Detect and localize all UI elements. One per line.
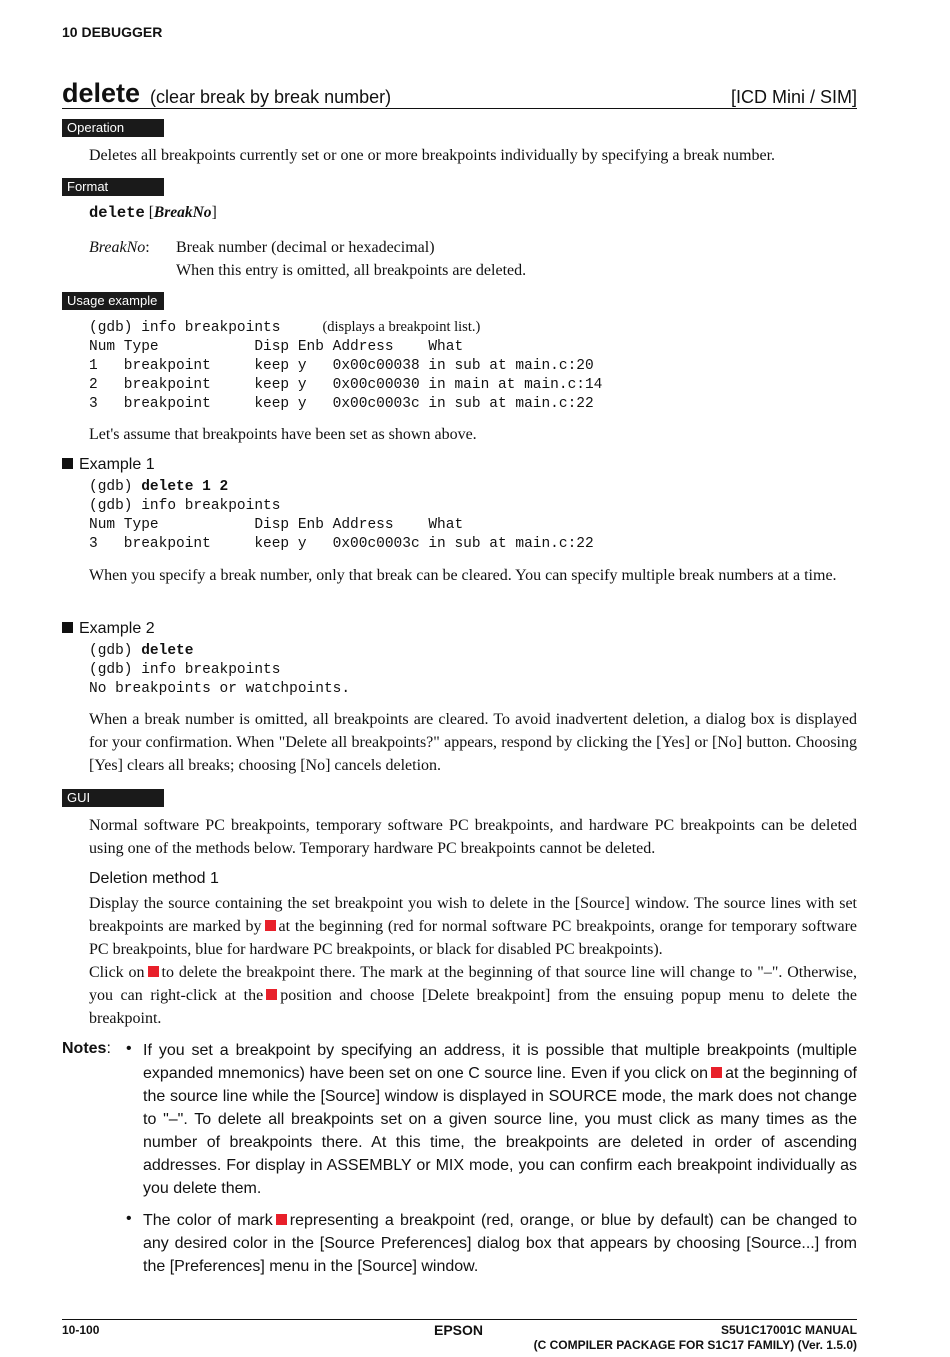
example-1-heading: Example 1 (62, 456, 155, 474)
operation-label: Operation (62, 119, 164, 137)
red-breakpoint-mark-icon (266, 989, 277, 1000)
operation-text: Deletes all breakpoints currently set or one or more breakpoints individually by specifying a break number. (89, 147, 776, 164)
red-breakpoint-mark-icon (265, 920, 276, 931)
code-line: 1 breakpoint keep y 0x00c00038 in sub at main.c:20 (89, 358, 594, 374)
usage-example-label: Usage example (62, 292, 164, 310)
format-syntax: delete [BreakNo] (89, 204, 217, 222)
command-description: (clear break by break number) (150, 87, 392, 107)
note-1-text: If you set a breakpoint by specifying an address, it is possible that multiple breakpoints (multiple expanded mnemonics) have been set on one C source line. Even if you click on at the beginning of the source line while the [Source] window is displayed in SOURCE mode, the mark does not change to "–". To delete all breakpoints set on a given source line, you must click as many times as the number of breakpoints there. At this time, the breakpoints are deleted in order of ascending addresses. For display in ASSEMBLY or MIX mode, you can confirm each breakpoint individually as you delete them. (143, 1042, 857, 1197)
square-bullet-icon (62, 458, 73, 469)
command-target: [ICD Mini / SIM] (730, 87, 857, 107)
note-bullet: • (126, 1210, 132, 1227)
code-line: 3 breakpoint keep y 0x00c0003c in sub at main.c:22 (89, 396, 594, 412)
notes-label: Notes: (62, 1040, 111, 1057)
note-bullet: • (126, 1040, 132, 1057)
code-line: 2 breakpoint keep y 0x00c00030 in main at main.c:14 (89, 377, 603, 393)
red-breakpoint-mark-icon (711, 1067, 722, 1078)
example-2-after-text: When a break number is omitted, all breakpoints are cleared. To avoid inadvertent deletion, a dialog box is displayed for your confirmation. When "Delete all breakpoints?" appears, respond by clicking the [Yes] or [No] button. Choosing [Yes] clears all breaks; choosing [No] cancels deletion. (89, 711, 857, 774)
red-breakpoint-mark-icon (276, 1214, 287, 1225)
format-syntax-param: BreakNo (153, 204, 212, 221)
code-line: (gdb) delete 1 2 (89, 479, 229, 495)
gui-label: GUI (62, 789, 164, 807)
example-2-heading: Example 2 (62, 620, 155, 638)
code-line: (gdb) info breakpoints (displays a breakpoint list.) (89, 319, 481, 336)
param-description: Break number (decimal or hexadecimal) When this entry is omitted, all breakpoints are deleted. (176, 239, 527, 279)
code-comment: (displays a breakpoint list.) (322, 319, 481, 335)
footer-manual-title: S5U1C17001C MANUAL (C COMPILER PACKAGE FOR S1C17 FAMILY) (Ver. 1.5.0) (533, 1323, 857, 1352)
code-line: Num Type Disp Enb Address What (89, 517, 464, 533)
command-title-row (62, 78, 857, 109)
code-line: Num Type Disp Enb Address What (89, 339, 464, 355)
command-name: delete (62, 78, 141, 108)
example-1-code-block (89, 478, 594, 554)
code-line: (gdb) delete (89, 643, 194, 659)
chapter-header: 10 DEBUGGER (62, 24, 163, 40)
format-label: Format (62, 178, 164, 196)
example-2-code-block (89, 642, 350, 699)
deletion-method-heading: Deletion method 1 (89, 870, 219, 887)
code-line: 3 breakpoint keep y 0x00c0003c in sub at main.c:22 (89, 536, 594, 552)
format-syntax-command: delete (89, 204, 145, 222)
footer-brand: EPSON (434, 1322, 484, 1338)
example-1-after-text: When you specify a break number, only that break can be cleared. You can specify multiple break numbers at a time. (89, 567, 837, 584)
red-breakpoint-mark-icon (148, 966, 159, 977)
param-name: BreakNo: (89, 239, 150, 256)
usage-code-block (89, 318, 602, 414)
deletion-method-text: Display the source containing the set breakpoint you wish to delete in the [Source] window. The source lines with set breakpoints are marked by at the beginning (red for normal software PC breakpoints, orange for temporary software PC breakpoints, blue for hardware PC breakpoints, or black for disabled PC breakpoints). Click on to delete the breakpoint there. The mark at the beginning of that source line will change to "–". Otherwise, you can right-click at the position and choose [Delete breakpoint] from the ensuing popup menu to delete the breakpoint. (89, 895, 858, 1027)
note-2-text: The color of mark representing a breakpoint (red, orange, or blue by default) can be changed to any desired color in the [Source Preferences] dialog box that appears by choosing [Source...] from the [Preferences] menu in the [Source] window. (143, 1212, 858, 1275)
square-bullet-icon (62, 622, 73, 633)
usage-after-text: Let's assume that breakpoints have been set as shown above. (89, 426, 477, 443)
footer-page-number: 10-100 (62, 1323, 100, 1337)
gui-intro-text: Normal software PC breakpoints, temporary software PC breakpoints, and hardware PC breakpoints can be deleted using one of the methods below. Temporary hardware PC breakpoints cannot be deleted. (89, 817, 857, 857)
footer-divider (62, 1319, 857, 1320)
code-line: (gdb) info breakpoints (89, 662, 281, 678)
code-line: (gdb) info breakpoints (89, 498, 281, 514)
code-line: No breakpoints or watchpoints. (89, 681, 351, 697)
